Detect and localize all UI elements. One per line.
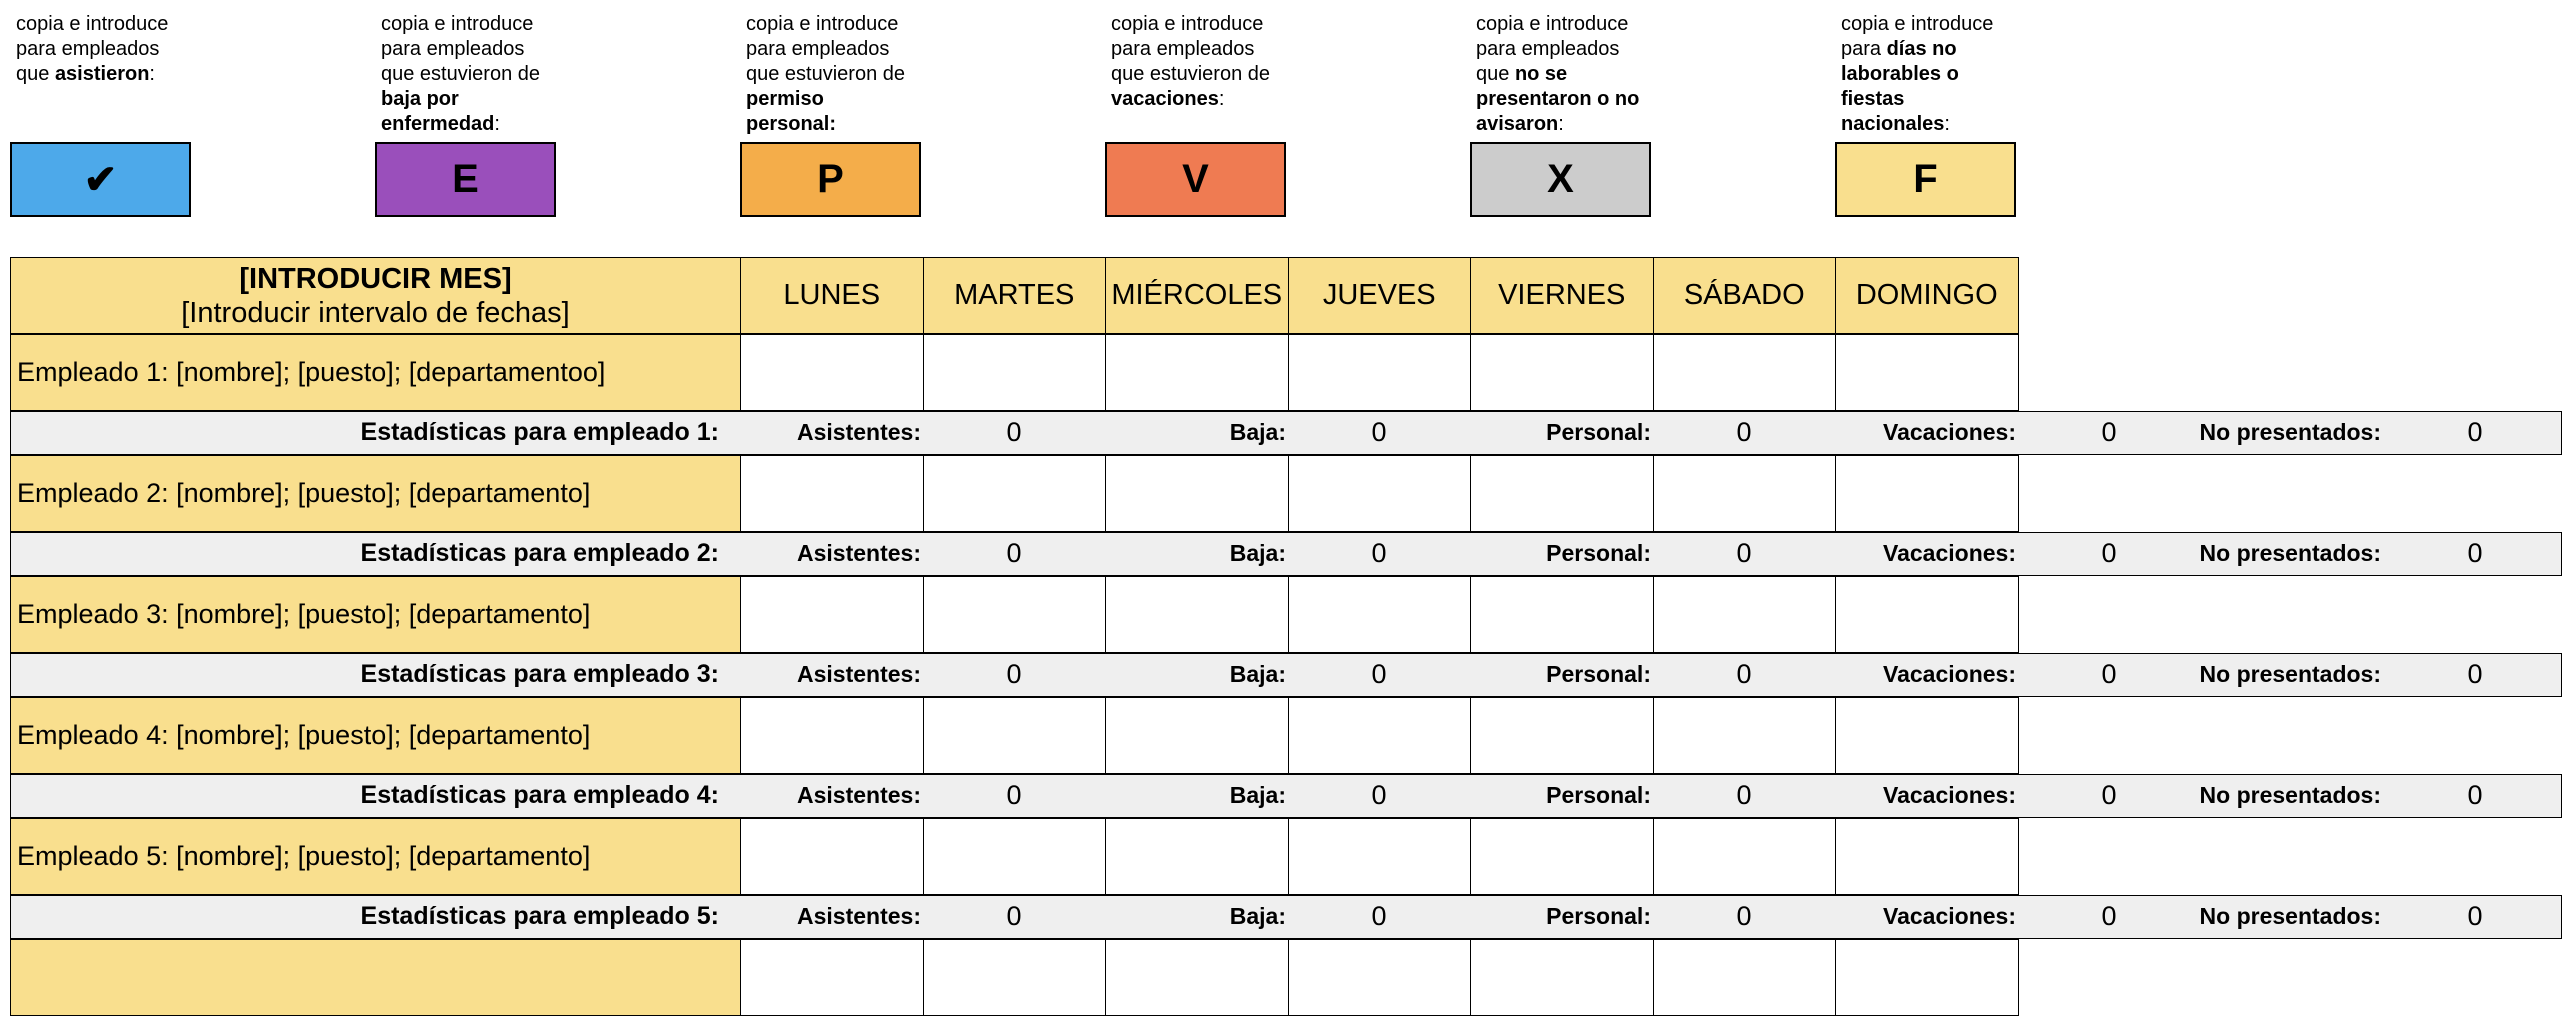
employee-name-cell[interactable] [10,455,741,532]
stats-label: Baja: [1229,419,1286,445]
attendance-cell[interactable] [923,939,1107,1016]
stats-title: Estadísticas para empleado 3: [360,660,719,688]
employee-name: Empleado 4: [nombre]; [puesto]; [departamento] [17,720,591,750]
stats-label: Personal: [1546,661,1651,687]
attendance-cell[interactable] [1653,939,1837,1016]
stats-value: 0 [1371,659,1387,689]
legend-text-v: copia e introduce para empleados que estuvieron de vacaciones: [1111,13,1271,110]
stats-value: 0 [2101,780,2117,810]
stats-row [10,774,2562,818]
attendance-cell[interactable] [1653,334,1837,411]
stats-value: 0 [1736,659,1752,689]
legend-symbol-check[interactable]: ✔ [10,142,191,217]
attendance-cell[interactable] [1288,576,1472,653]
attendance-cell[interactable] [1105,576,1289,653]
attendance-cell[interactable] [1835,818,2019,895]
legend-text-check: copia e introduce para empleados que asistieron: [16,13,169,85]
attendance-cell[interactable] [1470,334,1654,411]
attendance-cell[interactable] [923,818,1107,895]
attendance-cell[interactable] [1835,939,2019,1016]
stats-value: 0 [2101,538,2117,568]
attendance-cell[interactable] [1653,697,1837,774]
day-header-6: SÁBADO [1653,257,1837,334]
stats-title: Estadísticas para empleado 2: [360,539,719,567]
attendance-cell[interactable] [740,697,924,774]
stats-label: Asistentes: [797,540,921,566]
stats-label: Baja: [1229,661,1286,687]
attendance-cell[interactable] [1288,697,1472,774]
legend-symbol-f[interactable]: F [1835,142,2016,217]
stats-label: Asistentes: [797,419,921,445]
stats-label: Personal: [1546,419,1651,445]
stats-label: No presentados: [2199,903,2381,929]
stats-label: Asistentes: [797,903,921,929]
attendance-cell[interactable] [740,455,924,532]
stats-title: Estadísticas para empleado 4: [360,781,719,809]
stats-value: 0 [1006,901,1022,931]
stats-value: 0 [1736,538,1752,568]
legend-text-f: copia e introduce para días no laborables o fiestas nacionales: [1841,13,1994,135]
stats-value: 0 [1371,901,1387,931]
employee-name: Empleado 5: [nombre]; [puesto]; [departamento] [17,841,591,871]
stats-label: Baja: [1229,903,1286,929]
attendance-cell[interactable] [923,576,1107,653]
employee-name-cell[interactable] [10,334,741,411]
stats-value: 0 [2467,538,2483,568]
stats-row [10,653,2562,697]
month-title: [INTRODUCIR MES] [239,262,512,295]
stats-label: Asistentes: [797,782,921,808]
day-header-5: VIERNES [1470,257,1654,334]
stats-label: No presentados: [2199,661,2381,687]
attendance-cell[interactable] [740,334,924,411]
stats-value: 0 [1006,659,1022,689]
attendance-cell[interactable] [1470,455,1654,532]
employee-name-cell[interactable] [10,818,741,895]
stats-value: 0 [1006,780,1022,810]
stats-label: Baja: [1229,540,1286,566]
stats-value: 0 [2467,659,2483,689]
legend-text-x: copia e introduce para empleados que no se presentaron o no avisaron: [1476,13,1640,135]
attendance-cell[interactable] [1835,455,2019,532]
attendance-cell[interactable] [1653,818,1837,895]
attendance-cell[interactable] [1835,576,2019,653]
stats-label: Personal: [1546,903,1651,929]
stats-label: No presentados: [2199,782,2381,808]
attendance-cell[interactable] [1105,455,1289,532]
attendance-cell[interactable] [1653,576,1837,653]
stats-value: 0 [1736,417,1752,447]
attendance-cell[interactable] [1105,818,1289,895]
stats-label: Vacaciones: [1883,903,2016,929]
stats-value: 0 [1736,901,1752,931]
stats-value: 0 [2467,417,2483,447]
attendance-cell[interactable] [923,455,1107,532]
employee-name: Empleado 2: [nombre]; [puesto]; [departamento] [17,478,591,508]
attendance-cell[interactable] [1288,818,1472,895]
attendance-cell[interactable] [1470,818,1654,895]
stats-label: No presentados: [2199,419,2381,445]
day-header-3: MIÉRCOLES [1105,257,1289,334]
attendance-cell[interactable] [1470,576,1654,653]
legend-text-p: copia e introduce para empleados que estuvieron de permiso personal: [746,13,906,135]
legend-symbol-v[interactable]: V [1105,142,1286,217]
stats-value: 0 [1371,780,1387,810]
stats-value: 0 [2467,780,2483,810]
attendance-cell[interactable] [740,576,924,653]
legend-symbol-x[interactable]: X [1470,142,1651,217]
stats-title: Estadísticas para empleado 5: [360,902,719,930]
attendance-cell[interactable] [1105,697,1289,774]
stats-value: 0 [2467,901,2483,931]
attendance-cell[interactable] [1288,455,1472,532]
stats-row [10,532,2562,576]
attendance-cell[interactable] [1105,334,1289,411]
attendance-cell[interactable] [1288,334,1472,411]
attendance-cell[interactable] [1470,697,1654,774]
stats-label: Baja: [1229,782,1286,808]
stats-label: Asistentes: [797,661,921,687]
employee-name: Empleado 1: [nombre]; [puesto]; [departamentoo] [17,357,606,387]
stats-value: 0 [1006,417,1022,447]
attendance-cell[interactable] [1105,939,1289,1016]
stats-label: Vacaciones: [1883,419,2016,445]
stats-label: Vacaciones: [1883,661,2016,687]
employee-name-cell[interactable] [10,576,741,653]
attendance-cell[interactable] [1288,939,1472,1016]
stats-row [10,895,2562,939]
employee-name-cell[interactable] [10,697,741,774]
date-range: [Introducir intervalo de fechas] [181,296,570,329]
day-header-4: JUEVES [1288,257,1472,334]
attendance-cell[interactable] [740,818,924,895]
stats-value: 0 [2101,417,2117,447]
stats-value: 0 [1736,780,1752,810]
day-header-2: MARTES [923,257,1107,334]
day-header-7: DOMINGO [1835,257,2019,334]
stats-row [10,411,2562,455]
stats-value: 0 [1371,538,1387,568]
month-header-cell[interactable] [10,257,741,334]
stats-value: 0 [2101,659,2117,689]
stats-value: 0 [1371,417,1387,447]
stats-label: Vacaciones: [1883,782,2016,808]
stats-value: 0 [1006,538,1022,568]
stats-value: 0 [2101,901,2117,931]
attendance-cell[interactable] [740,939,924,1016]
legend-symbol-p[interactable]: P [740,142,921,217]
stats-label: Vacaciones: [1883,540,2016,566]
attendance-cell[interactable] [923,334,1107,411]
attendance-cell[interactable] [1835,334,2019,411]
stats-label: Personal: [1546,782,1651,808]
employee-name: Empleado 3: [nombre]; [puesto]; [departamento] [17,599,591,629]
stats-title: Estadísticas para empleado 1: [360,418,719,446]
attendance-cell[interactable] [1470,939,1654,1016]
attendance-cell[interactable] [923,697,1107,774]
legend-text-e: copia e introduce para empleados que estuvieron de baja por enfermedad: [381,13,541,135]
attendance-cell[interactable] [1653,455,1837,532]
stats-label: Personal: [1546,540,1651,566]
legend-symbol-e[interactable]: E [375,142,556,217]
stats-label: No presentados: [2199,540,2381,566]
day-header-1: LUNES [740,257,924,334]
attendance-cell[interactable] [1835,697,2019,774]
employee-name-cell[interactable] [10,939,741,1016]
